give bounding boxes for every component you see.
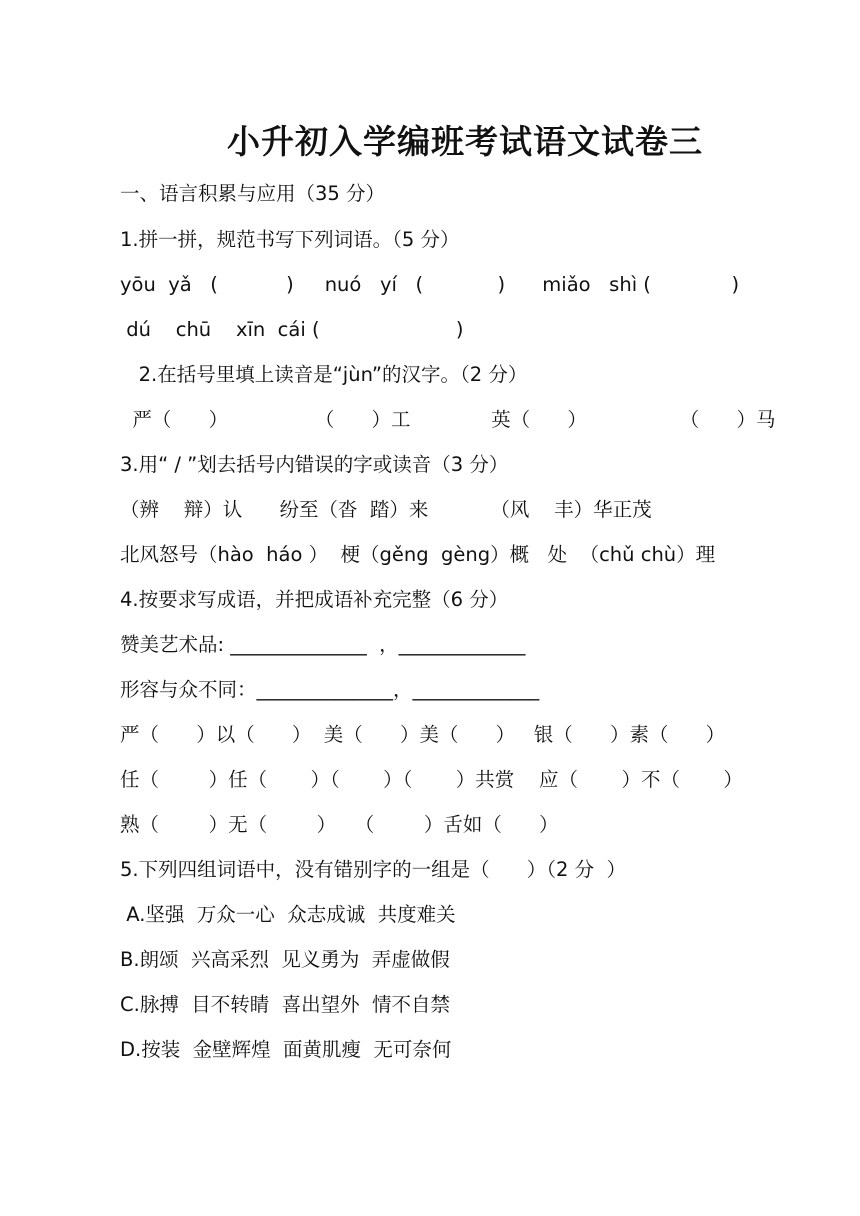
- q3-row-1: （辨 辩）认 纷至（沓 踏）来 （风 丰）华正茂: [120, 498, 652, 521]
- section-1-heading: 一、语言积累与应用（35 分）: [120, 182, 386, 205]
- option-d: D.按装 金壁辉煌 面黄肌瘦 无可奈何: [120, 1038, 452, 1061]
- q4-idiom-row-2: 任（ ）任（ ）（ ）（ ）共赏 应（ ）不（ ）: [120, 768, 743, 791]
- option-c: C.脉搏 目不转睛 喜出望外 情不自禁: [120, 993, 451, 1016]
- option-a: A.坚强 万众一心 众志成诚 共度难关: [120, 903, 456, 926]
- q4-art-praise: 赞美艺术品: ______________ ，_____________: [120, 633, 526, 656]
- question-3: 3.用“ / ”划去括号内错误的字或读音（3 分）: [120, 453, 509, 476]
- question-4: 4.按要求写成语，并把成语补充完整（6 分）: [120, 588, 509, 611]
- pinyin-row-2: dú chū xīn cái ( ): [120, 318, 464, 341]
- pinyin-row-1: yōu yǎ ( ) nuó yí ( ) miǎo shì ( ): [120, 273, 740, 296]
- jun-characters-row: 严（ ） （ ）工 英（ ） （ ）马: [120, 408, 776, 431]
- q4-different: 形容与众不同：______________，_____________: [120, 678, 540, 701]
- q4-idiom-row-1: 严（ ）以（ ） 美（ ）美（ ） 银（ ）素（ ）: [120, 723, 726, 746]
- option-b: B.朗颂 兴高采烈 见义勇为 弄虚做假: [120, 948, 450, 971]
- question-2: 2.在括号里填上读音是“jùn”的汉字。（2 分）: [120, 363, 528, 386]
- exam-title: 小升初入学编班考试语文试卷三: [227, 122, 703, 161]
- question-1: 1.拼一拼，规范书写下列词语。（5 分）: [120, 228, 460, 251]
- q3-row-2: 北风怒号（hào háo ） 梗（gěng gèng）概 处 （chǔ chù）理: [120, 543, 716, 566]
- question-5: 5.下列四组词语中，没有错别字的一组是（ ）（2 分 ）: [120, 858, 627, 881]
- q4-idiom-row-3: 熟（ ）无（ ） （ ）舌如（ ）: [120, 813, 559, 836]
